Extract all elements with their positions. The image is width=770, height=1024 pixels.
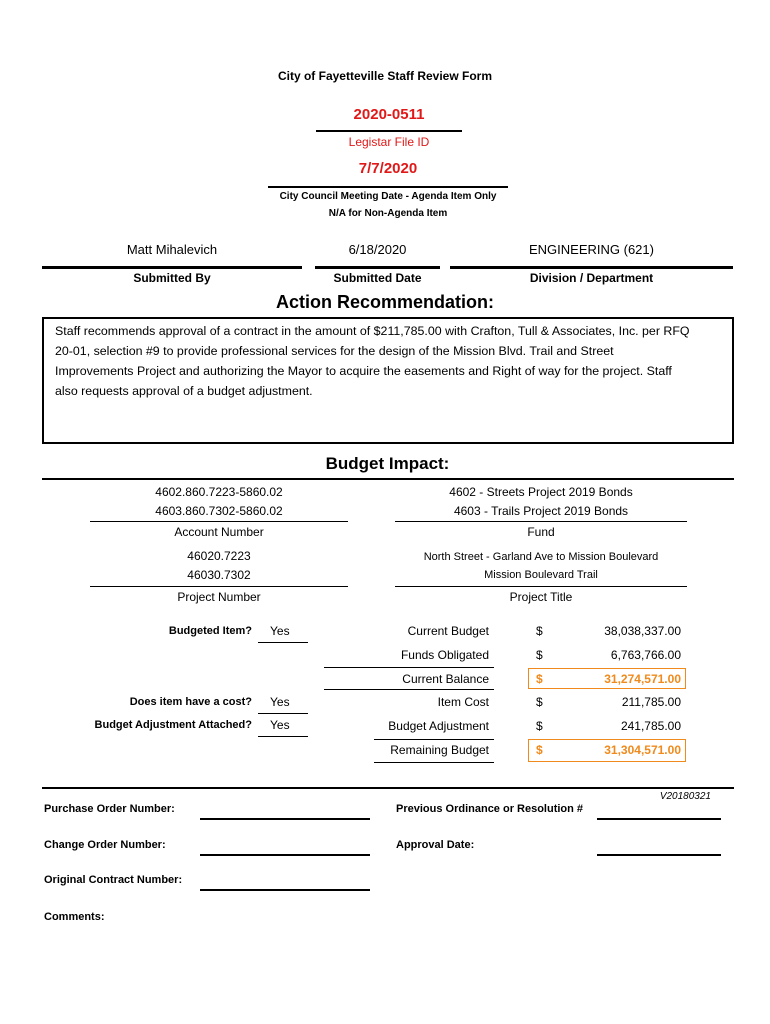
fund-underline: [395, 521, 687, 522]
current-budget-currency: $: [536, 624, 543, 638]
original-contract-label: Original Contract Number:: [44, 874, 183, 886]
project-title: North Street - Garland Ave to Mission Boulevard: [423, 551, 659, 563]
meeting-date-sublabel: N/A for Non-Agenda Item: [328, 208, 448, 219]
budgeted-item-value: Yes: [270, 624, 290, 638]
budget-adjustment-amount: 241,785.00: [620, 719, 681, 733]
form-version: V20180321: [659, 791, 711, 802]
previous-ordinance-field[interactable]: [597, 818, 721, 820]
remaining-budget-label: Remaining Budget: [390, 743, 489, 757]
item-cost-amount: 211,785.00: [621, 695, 681, 709]
adjustment-attached-underline: [258, 736, 308, 737]
submitted-date-label: Submitted Date: [333, 271, 422, 285]
action-recommendation-box: [42, 317, 734, 444]
budgeted-item-underline: [258, 642, 308, 643]
meeting-date-label: City Council Meeting Date - Agenda Item Only: [279, 191, 497, 202]
submitted-date-underline: [315, 266, 440, 269]
fund-label: Fund: [527, 525, 555, 539]
approval-date-label: Approval Date:: [396, 839, 475, 851]
form-title: City of Fayetteville Staff Review Form: [277, 69, 493, 83]
account-number: 4603.860.7302-5860.02: [155, 504, 283, 518]
legistar-file-id-label: Legistar File ID: [348, 135, 430, 149]
account-number-label: Account Number: [174, 525, 264, 539]
current-balance-label: Current Balance: [402, 672, 489, 686]
current-balance-currency: $: [536, 672, 543, 686]
budget-adjustment-currency: $: [536, 719, 543, 733]
has-cost-value: Yes: [270, 695, 290, 709]
footer-top-rule: [42, 787, 734, 789]
submitted-by-label: Submitted By: [133, 271, 211, 285]
action-line: 20-01, selection #9 to provide professional services for the design of the Mission Blvd. Trail and Street: [55, 344, 614, 358]
fund-name: 4603 - Trails Project 2019 Bonds: [453, 504, 629, 518]
account-numbers: [90, 483, 348, 521]
remaining-budget-bottom-rule: [374, 762, 494, 763]
action-recommendation-heading: Action Recommendation:: [275, 292, 494, 312]
item-cost-label: Item Cost: [437, 695, 489, 709]
action-line: Staff recommends approval of a contract in the amount of $211,785.00 with Crafton, Tull & Associates, Inc. per RFQ: [55, 324, 690, 338]
project-number: 46030.7302: [187, 568, 251, 582]
change-order-field[interactable]: [200, 854, 370, 856]
action-line: Improvements Project and authorizing the Mayor to acquire the easements and Right of way for the project. Staff: [55, 364, 672, 378]
submitted-date-value: 6/18/2020: [348, 242, 407, 257]
funds-obligated-currency: $: [536, 648, 543, 662]
submitted-by-value: Matt Mihalevich: [126, 242, 218, 257]
project-number-underline: [90, 586, 348, 587]
action-line: also requests approval of a budget adjustment.: [55, 384, 313, 398]
project-number: 46020.7223: [187, 549, 251, 563]
division-value: ENGINEERING (621): [529, 242, 654, 257]
remaining-budget-amount: 31,304,571.00: [604, 743, 681, 757]
funds-obligated-label: Funds Obligated: [400, 648, 489, 662]
division-underline: [450, 266, 733, 269]
project-title-label: Project Title: [509, 590, 573, 604]
meeting-date-value: 7/7/2020: [358, 160, 418, 177]
account-number: 4602.860.7223-5860.02: [155, 485, 283, 499]
has-cost-underline: [258, 713, 308, 714]
budgeted-item-label: Budgeted Item?: [168, 625, 252, 637]
remaining-budget-currency: $: [536, 743, 543, 757]
budget-impact-rule: [42, 478, 734, 480]
funds: [395, 483, 687, 521]
current-budget-label: Current Budget: [407, 624, 489, 638]
project-titles: [395, 548, 687, 584]
original-contract-field[interactable]: [200, 889, 370, 891]
fund-name: 4602 - Streets Project 2019 Bonds: [449, 485, 633, 499]
project-numbers: [90, 547, 348, 585]
legistar-underline: [316, 130, 462, 132]
current-balance-bottom-rule: [324, 689, 494, 690]
funds-obligated-amount: 6,763,766.00: [610, 648, 681, 662]
budget-impact-heading: Budget Impact:: [325, 454, 450, 473]
action-recommendation-text: [55, 321, 730, 401]
purchase-order-label: Purchase Order Number:: [44, 803, 175, 815]
legistar-file-id-value: 2020-0511: [353, 106, 425, 123]
project-title: Mission Boulevard Trail: [484, 569, 598, 581]
item-cost-currency: $: [536, 695, 543, 709]
previous-ordinance-label: Previous Ordinance or Resolution #: [396, 803, 584, 815]
submitted-by-underline: [42, 266, 302, 269]
has-cost-label: Does item have a cost?: [129, 696, 252, 708]
approval-date-field[interactable]: [597, 854, 721, 856]
current-balance-amount: 31,274,571.00: [604, 672, 681, 686]
meeting-date-underline: [268, 186, 508, 188]
project-title-underline: [395, 586, 687, 587]
purchase-order-field[interactable]: [200, 818, 370, 820]
current-budget-amount: 38,038,337.00: [604, 624, 681, 638]
current-balance-top-rule: [324, 667, 494, 668]
division-label: Division / Department: [529, 271, 654, 285]
comments-label: Comments:: [44, 911, 105, 923]
budget-adjustment-label: Budget Adjustment: [388, 719, 489, 733]
adjustment-attached-value: Yes: [270, 718, 290, 732]
project-number-label: Project Number: [177, 590, 261, 604]
change-order-label: Change Order Number:: [44, 839, 166, 851]
account-number-underline: [90, 521, 348, 522]
adjustment-attached-label: Budget Adjustment Attached?: [94, 719, 252, 731]
remaining-budget-top-rule: [374, 739, 494, 740]
